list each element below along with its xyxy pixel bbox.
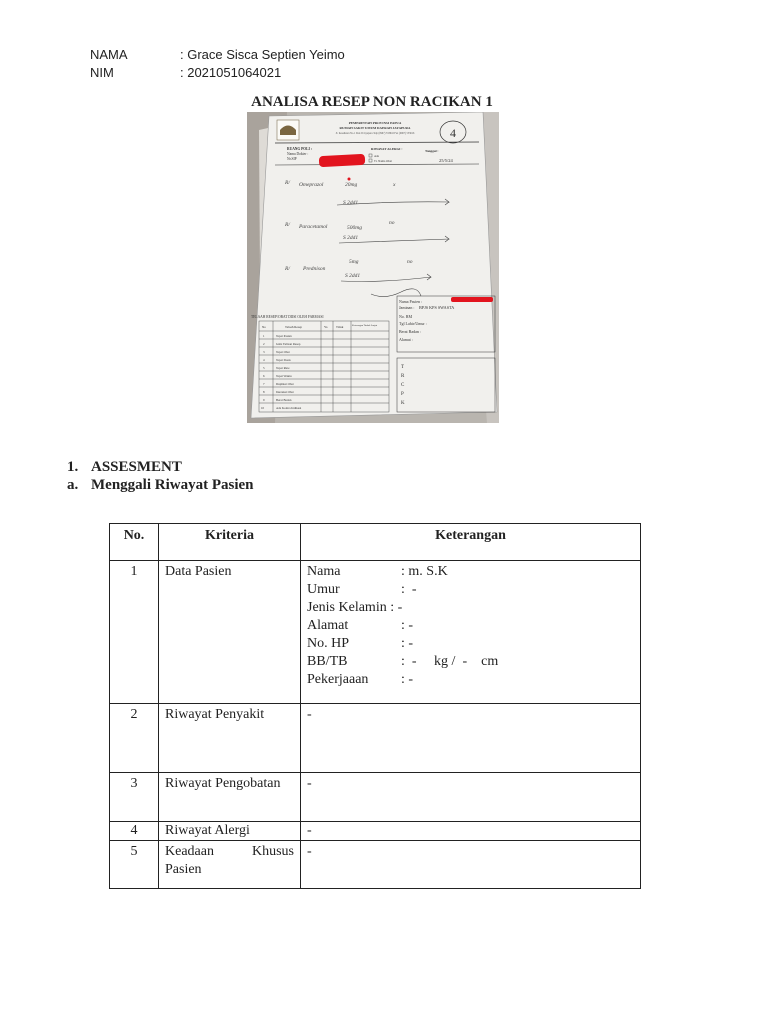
row-keterangan: -: [301, 773, 641, 822]
row-kriteria: Riwayat Alergi: [159, 822, 301, 841]
table-row: [110, 561, 641, 704]
patient-data-line: [307, 617, 634, 635]
section-a-label: Menggali Riwayat Pasien: [91, 477, 254, 493]
nim-label: NIM: [90, 65, 114, 80]
data-label: Umur: [307, 582, 340, 597]
photo-telaah-item: Duplikat Obat: [276, 382, 294, 386]
photo-telaah-item: Tepat Pasien: [276, 334, 292, 338]
photo-telaah-item: Tepat Waktu: [276, 374, 292, 378]
section-1-label: ASSESMENT: [91, 459, 182, 475]
photo-rx-qty-2: 500mg: [347, 225, 362, 231]
photo-nama-pasien: Nama Pasien :: [399, 299, 423, 304]
nim-value: : 2021051064021: [180, 65, 282, 80]
photo-telaah-item: Tepat Rute: [276, 366, 290, 370]
row-number: 4: [110, 822, 159, 841]
photo-tidak-ada: Tt. Nama Obat: [374, 159, 392, 163]
photo-alamat: Alamat :: [399, 337, 413, 342]
photo-telaah-item: Interaksi Obat: [276, 390, 294, 394]
data-label: Alamat: [307, 618, 349, 633]
table-row: [110, 822, 641, 841]
row-kriteria: Riwayat Pengobatan: [159, 773, 301, 822]
photo-trcpk-k: K: [401, 401, 405, 406]
data-value: : -: [401, 582, 417, 597]
photo-telaah-item: Berat Badan: [276, 398, 292, 402]
row-number: 5: [110, 841, 159, 889]
photo-tanggal: Tanggal :: [425, 149, 439, 153]
svg-text:R/: R/: [285, 180, 290, 186]
prescription-photo: [247, 112, 499, 423]
data-label: Pekerjaaan: [307, 672, 369, 687]
row-number: 3: [110, 773, 159, 822]
data-value: : -: [401, 636, 414, 651]
photo-tgl-lahir: Tgl Lahir/Umur :: [399, 321, 427, 326]
photo-ruang-poli: RUANG POLI :: [287, 147, 312, 151]
photo-circle-mark: 4: [450, 126, 456, 140]
row-kriteria: Data Pasien: [159, 561, 301, 704]
table-row: [110, 841, 641, 889]
photo-telaah-item: Jenis Tulisan Resep: [276, 342, 301, 346]
patient-data-cell: [301, 561, 641, 704]
page-title: ANALISA RESEP NON RACIKAN 1: [251, 94, 493, 110]
name-value: : Grace Sisca Septien Yeimo: [180, 47, 345, 62]
photo-rx-qty-1: 20mg: [345, 182, 358, 188]
photo-trcpk-c: C: [401, 383, 405, 388]
svg-text:10: 10: [261, 406, 265, 410]
photo-telaah-h-tidak: Tidak: [336, 325, 344, 329]
data-value: : -: [401, 672, 414, 687]
data-value: : m. S.K: [401, 564, 448, 579]
svg-text:R/: R/: [285, 222, 290, 228]
name-label: NAMA: [90, 47, 128, 62]
table-header-row: [110, 524, 641, 561]
header-kriteria: Kriteria: [159, 524, 301, 561]
photo-trcpk-r: R: [401, 374, 405, 379]
photo-telaah-h-ya: Ya: [324, 325, 328, 329]
photo-header-line-2: RUMAH SAKIT UMUM DAERAH JAYAPURA: [339, 126, 411, 130]
photo-rx-drug-3: Prednison: [303, 266, 326, 272]
photo-rx-qty-3: 5mg: [349, 259, 359, 265]
photo-telaah-h-ket: Keterangan Tindak Lanjut: [352, 324, 378, 327]
header-keterangan: Keterangan: [301, 524, 641, 561]
patient-data-line: [307, 653, 634, 671]
table-row: [110, 773, 641, 822]
svg-text:9: 9: [263, 398, 265, 402]
photo-header-line-1: PEMERINTAH PROVINSI PAPUA: [348, 121, 402, 125]
photo-jaminan: Jaminan :: [399, 305, 415, 310]
svg-text:2: 2: [263, 342, 265, 346]
data-value: : - kg / - cm: [401, 654, 499, 669]
photo-telaah-item: Ada Kontra Indikasi: [276, 406, 302, 410]
photo-riwayat-alergi: RIWAYAT ALERGI :: [371, 147, 403, 151]
section-menggali-riwayat: [67, 477, 254, 494]
section-a-number: a.: [67, 477, 79, 493]
data-value: : -: [401, 618, 414, 633]
photo-telaah-h-telaah: Telaah Resep: [285, 325, 303, 329]
student-nim-row: [90, 65, 281, 80]
data-label: Jenis Kelamin: [307, 600, 387, 615]
svg-text:8: 8: [263, 390, 265, 394]
photo-rx-note-1: x: [393, 182, 396, 188]
photo-jaminan-options: BPJS KPS SWASTA: [419, 305, 455, 310]
svg-text:R/: R/: [285, 266, 290, 272]
patient-data-line: [307, 563, 634, 581]
photo-rx-note-2: no: [389, 220, 395, 226]
photo-trcpk-p: P: [401, 392, 404, 397]
photo-berat-badan: Berat Badan :: [399, 329, 421, 334]
header-no: No.: [110, 524, 159, 561]
patient-data-line: [307, 599, 634, 617]
svg-text:5: 5: [263, 366, 265, 370]
photo-ada: Ada: [374, 154, 379, 158]
patient-history-table: [109, 523, 641, 889]
row-kriteria: Keadaan Khusus Pasien: [159, 841, 301, 889]
photo-nama-dokter: Nama Dokter :: [287, 152, 309, 156]
photo-telaah-item: Tepat Obat: [276, 350, 290, 354]
data-label: No. HP: [307, 636, 350, 651]
patient-data-line: [307, 581, 634, 599]
row-number: 1: [110, 561, 159, 704]
data-value: : -: [390, 600, 403, 615]
table-row: [110, 704, 641, 773]
photo-rx-drug-1: Omeprazol: [299, 182, 324, 188]
row-kriteria: Riwayat Penyakit: [159, 704, 301, 773]
data-label: Nama: [307, 564, 341, 579]
row-keterangan: -: [301, 704, 641, 773]
svg-text:3: 3: [263, 350, 265, 354]
row-keterangan: -: [301, 841, 641, 889]
svg-text:6: 6: [263, 374, 265, 378]
section-assesment: [67, 459, 182, 476]
section-1-number: 1.: [67, 459, 79, 475]
row-number: 2: [110, 704, 159, 773]
photo-no-rm: No. RM: [399, 314, 413, 319]
photo-rx-note-3: no: [407, 259, 413, 265]
photo-tanggal-value: 25/5/24: [439, 158, 453, 163]
svg-text:4: 4: [263, 358, 265, 362]
row-keterangan: -: [301, 822, 641, 841]
photo-telaah-item: Tepat Dosis: [276, 358, 291, 362]
photo-rx-drug-2: Paracetamol: [299, 224, 328, 230]
student-name-row: [90, 47, 345, 62]
patient-data-line: [307, 635, 634, 653]
photo-telaah-title: TELAAH RESEP/OBAT DIISI OLEH FARMASI: [251, 315, 324, 319]
photo-trcpk-t: T: [401, 365, 405, 370]
svg-text:7: 7: [263, 382, 265, 386]
photo-header-line-3: Jl. Kesehatan No.1 Dok II Jayapura Telp (0967) 533616 Fax (0967) 533616: [335, 132, 415, 135]
svg-text:1: 1: [263, 334, 265, 338]
photo-nr-sip: Nr.SIP: [287, 157, 297, 161]
photo-telaah-h-no: No: [262, 325, 266, 329]
patient-data-line: [307, 671, 634, 689]
photo-rx-sig-3: S 2dd1: [345, 273, 361, 279]
data-label: BB/TB: [307, 654, 348, 669]
photo-rx-sig-2: S 2dd1: [343, 235, 359, 241]
photo-rx-sig-1: S 2dd1: [343, 200, 359, 206]
